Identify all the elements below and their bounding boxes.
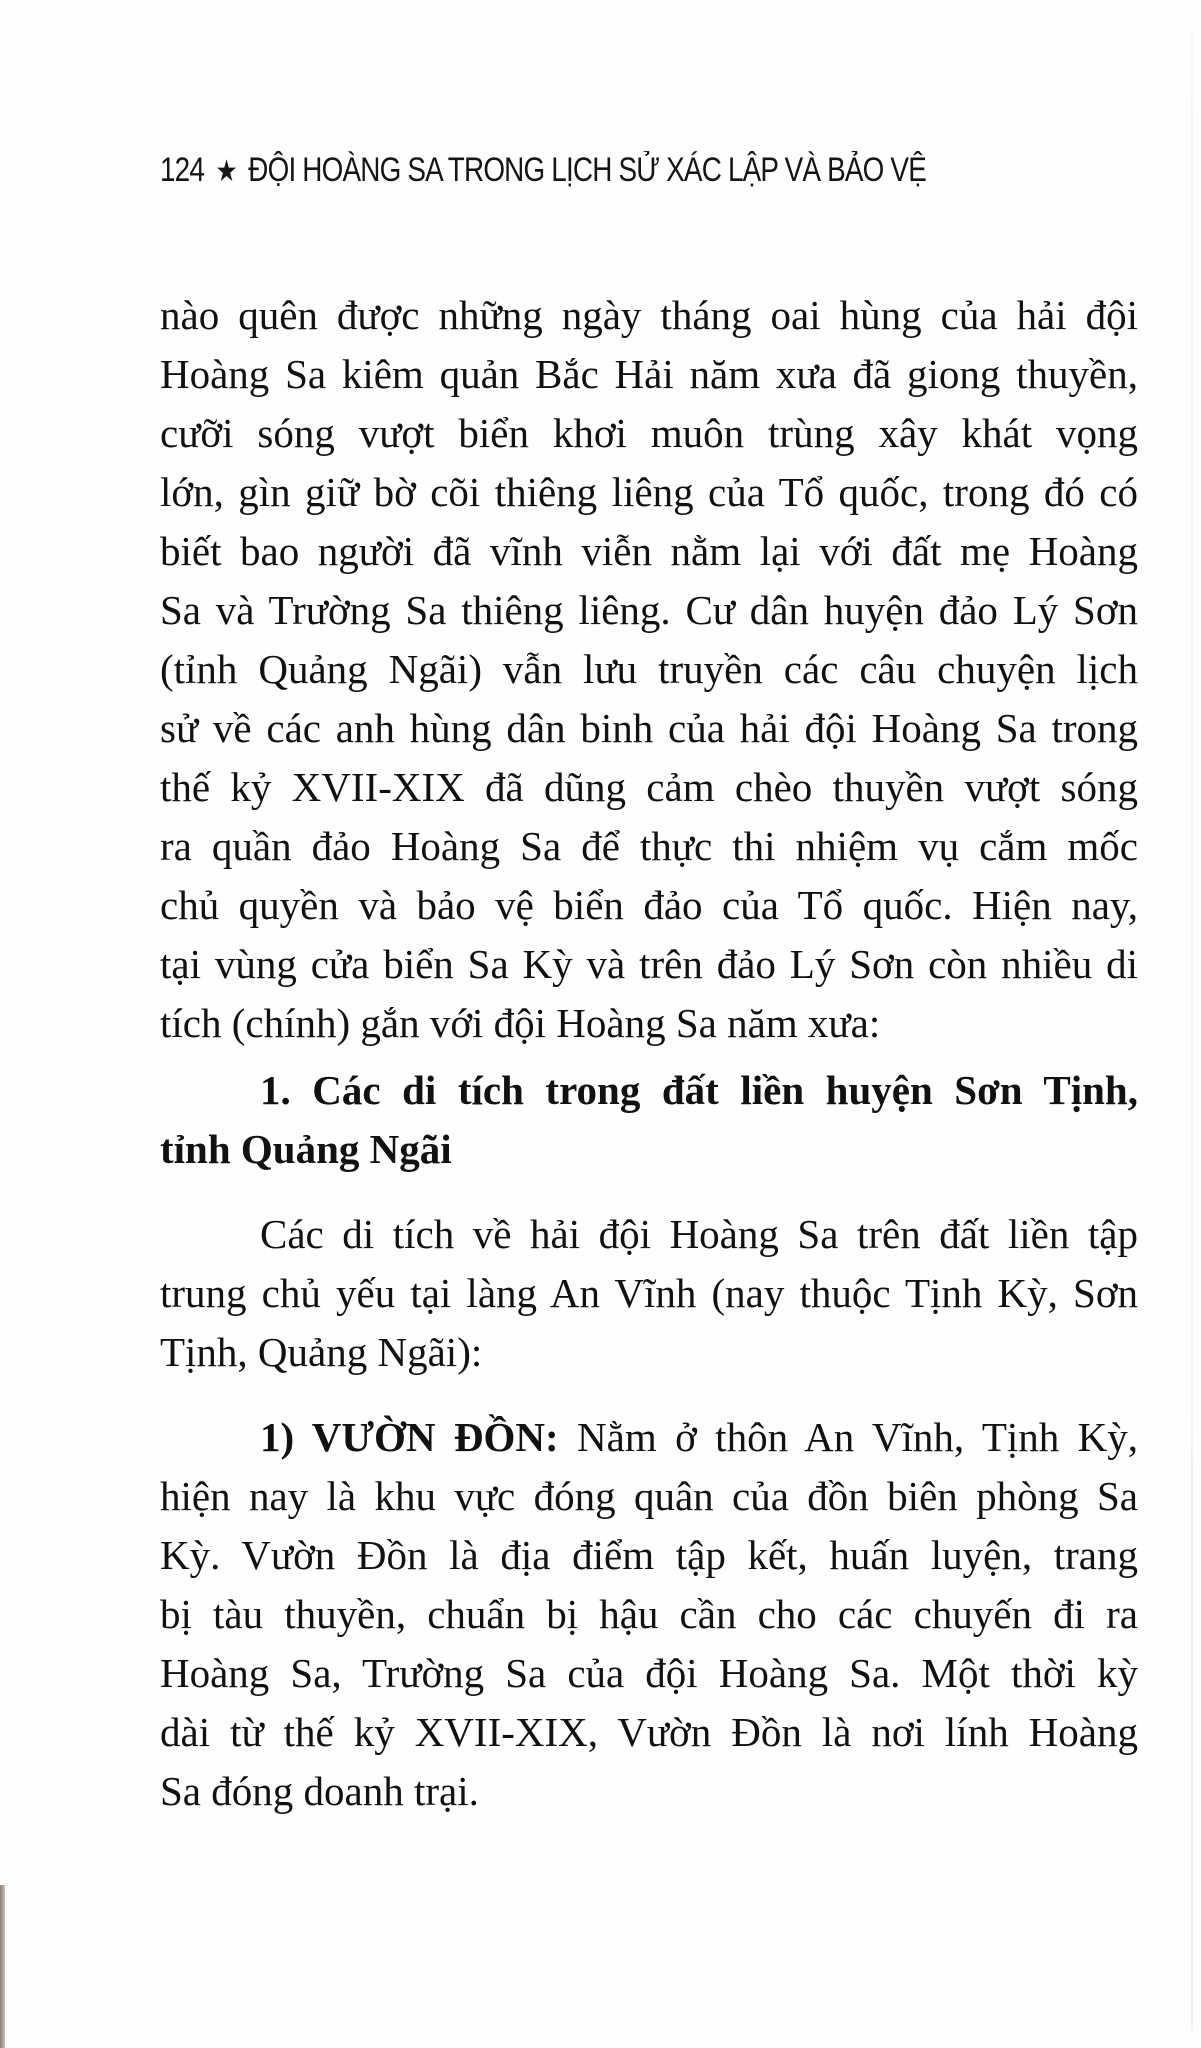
star-icon: ★ — [215, 155, 237, 188]
text-line: Các di tích về hải đội Hoàng Sa trên đất liền tập — [260, 1211, 1138, 1257]
text-line: sử về các anh hùng dân binh của hải đội Hoàng Sa trong — [160, 705, 1138, 751]
text-line: Tịnh, Quảng Ngãi): — [160, 1329, 483, 1375]
heading-line: 1. Các di tích trong đất liền huyện Sơn Tịnh, — [260, 1067, 1138, 1113]
text-line: ra quần đảo Hoàng Sa để thực thi nhiệm vụ cắm mốc — [160, 823, 1138, 869]
running-title: ĐỘI HOÀNG SA TRONG LỊCH SỬ XÁC LẬP VÀ BẢO VỆ — [248, 151, 926, 189]
item-text: Nằm ở thôn An Vĩnh, Tịnh Kỳ, — [558, 1414, 1138, 1460]
text-line: thế kỷ XVII-XIX đã dũng cảm chèo thuyền vượt sóng — [160, 764, 1138, 810]
text-line: trung chủ yếu tại làng An Vĩnh (nay thuộc Tịnh Kỳ, Sơn — [160, 1270, 1138, 1316]
paragraph-vuon-don — [160, 1408, 1138, 1821]
text-line: nào quên được những ngày tháng oai hùng của hải đội — [160, 292, 1138, 338]
text-line: chủ quyền và bảo vệ biển đảo của Tổ quốc. Hiện nay, — [160, 882, 1138, 928]
item-label: 1) VƯỜN ĐỒN: — [260, 1414, 559, 1460]
text-line: bị tàu thuyền, chuẩn bị hậu cần cho các chuyến đi ra — [160, 1591, 1138, 1637]
running-header — [160, 150, 926, 192]
text-line: hiện nay là khu vực đóng quân của đồn biên phòng Sa — [160, 1473, 1138, 1519]
text-line: cưỡi sóng vượt biển khơi muôn trùng xây khát vọng — [160, 410, 1138, 456]
text-line: tại vùng cửa biển Sa Kỳ và trên đảo Lý Sơn còn nhiều di — [160, 941, 1138, 987]
text-line: Hoàng Sa, Trường Sa của đội Hoàng Sa. Một thời kỳ — [160, 1650, 1138, 1696]
heading-line: tỉnh Quảng Ngãi — [160, 1126, 452, 1172]
paragraph-mainland-sites — [160, 1205, 1138, 1382]
paragraph-intro — [160, 286, 1138, 1053]
page-edge-right — [1191, 30, 1193, 2030]
text-line: Sa đóng doanh trại. — [160, 1768, 479, 1814]
text-line: tích (chính) gắn với đội Hoàng Sa năm xưa: — [160, 1000, 881, 1046]
text-line: Sa và Trường Sa thiêng liêng. Cư dân huyện đảo Lý Sơn — [160, 587, 1138, 633]
text-line — [160, 1408, 1138, 1467]
section-heading — [160, 1061, 1138, 1179]
text-line: dài từ thế kỷ XVII-XIX, Vườn Đồn là nơi lính Hoàng — [160, 1709, 1138, 1755]
text-line: (tỉnh Quảng Ngãi) vẫn lưu truyền các câu chuyện lịch — [160, 646, 1138, 692]
text-line: Kỳ. Vườn Đồn là địa điểm tập kết, huấn luyện, trang — [160, 1532, 1138, 1578]
page-edge-left — [0, 1885, 5, 2048]
page-number: 124 — [160, 151, 205, 189]
text-line: Hoàng Sa kiêm quản Bắc Hải năm xưa đã giong thuyền, — [160, 351, 1138, 397]
text-line: biết bao người đã vĩnh viễn nằm lại với đất mẹ Hoàng — [160, 528, 1138, 574]
text-line: lớn, gìn giữ bờ cõi thiêng liêng của Tổ quốc, trong đó có — [160, 469, 1138, 515]
body-text — [160, 286, 1138, 1821]
